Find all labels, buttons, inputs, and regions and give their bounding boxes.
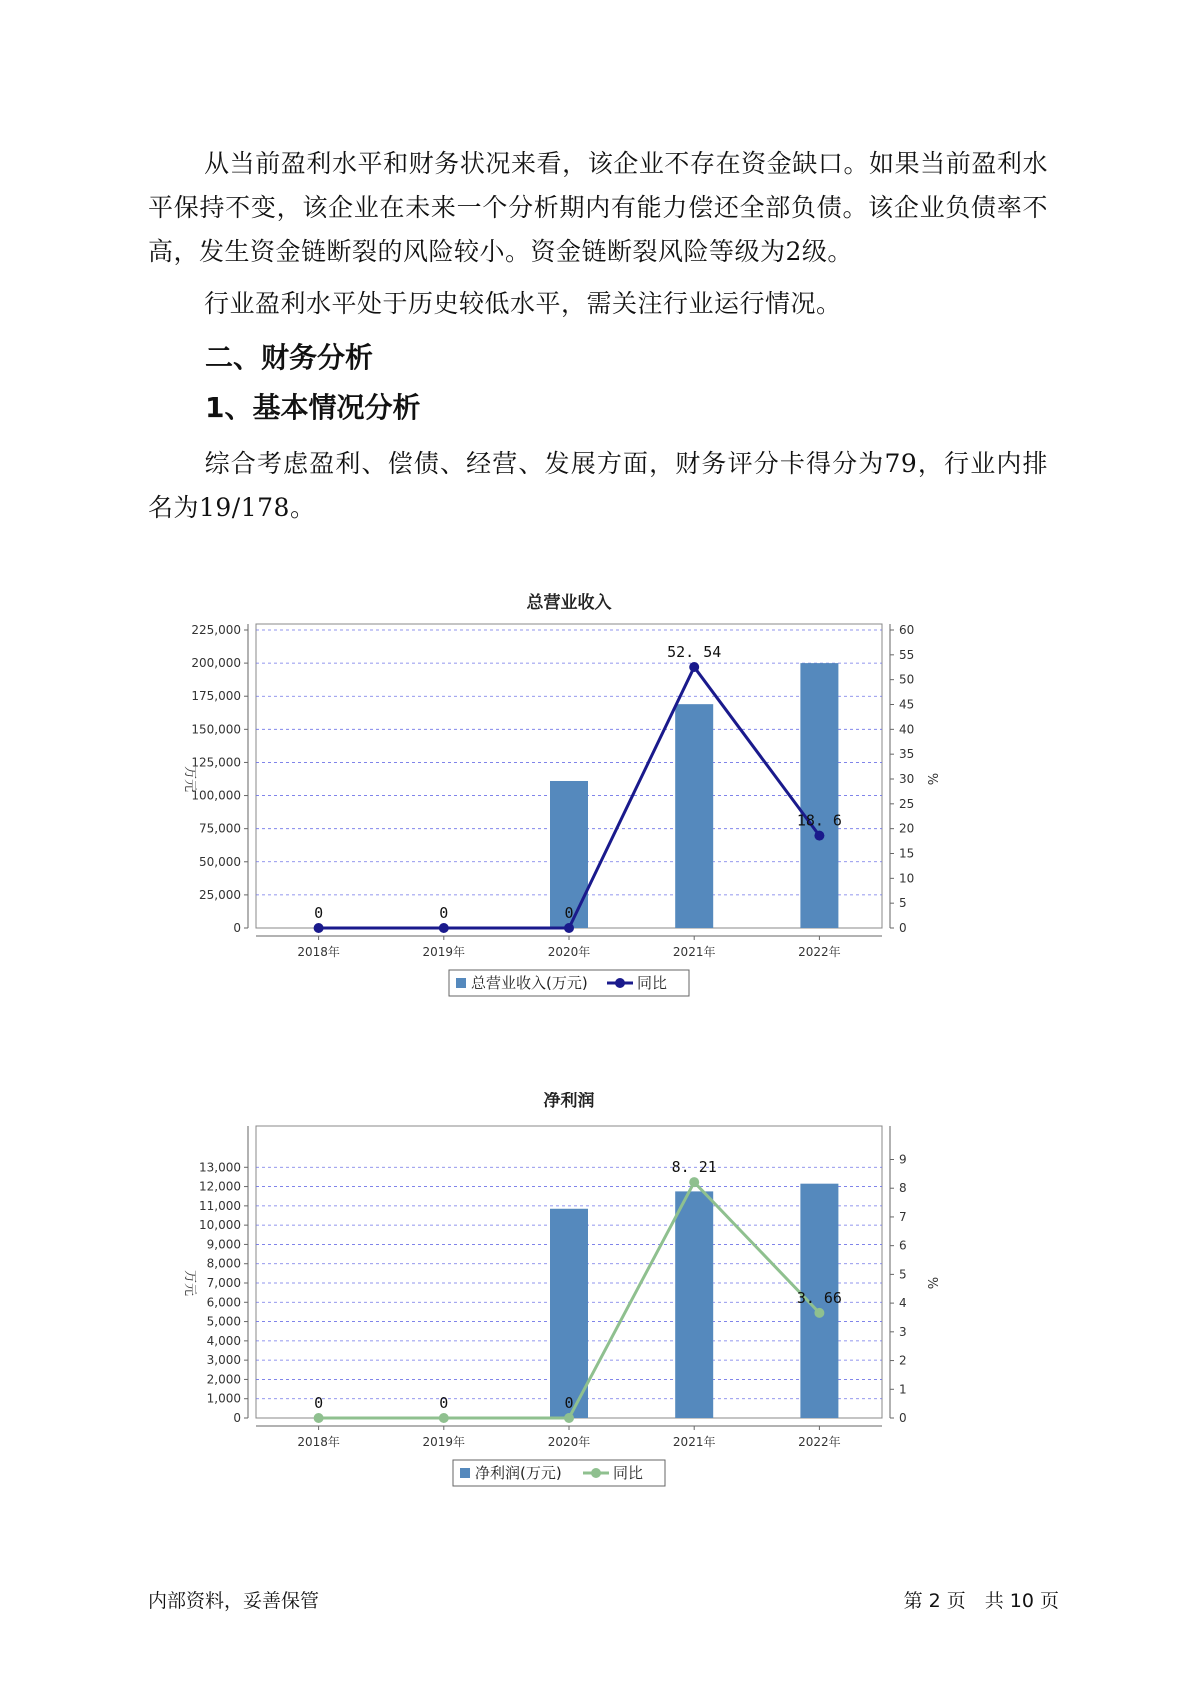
x-tick-label: 2022年 xyxy=(798,945,841,959)
legend-bar-swatch xyxy=(460,1468,470,1478)
y-tick-label: 7,000 xyxy=(206,1276,241,1290)
y2-axis-label: % xyxy=(924,1276,939,1290)
y-tick-label: 3,000 xyxy=(206,1353,241,1368)
y2-tick-label: 60 xyxy=(899,623,915,637)
x-tick-label: 2020年 xyxy=(547,1435,591,1449)
y-tick-label: 8,000 xyxy=(206,1256,241,1271)
y2-tick-label: 8 xyxy=(899,1181,907,1196)
y-tick-label: 200,000 xyxy=(191,656,241,671)
y2-tick-label: 3 xyxy=(899,1324,907,1339)
y2-tick-label: 1 xyxy=(899,1382,907,1397)
y-tick-label: 100,000 xyxy=(191,788,241,803)
y-tick-label: 9,000 xyxy=(206,1237,241,1252)
x-tick-label: 2021年 xyxy=(672,1435,716,1449)
y2-tick-label: 40 xyxy=(899,722,915,737)
legend-line-marker xyxy=(615,978,625,988)
y-tick-label: 175,000 xyxy=(191,689,241,704)
footer-page-number: 第 2 页 共 10 页 xyxy=(903,1590,1059,1612)
x-tick-label: 2019年 xyxy=(422,1435,466,1449)
x-tick-label: 2018年 xyxy=(297,945,340,959)
x-tick-label: 2019年 xyxy=(422,945,466,959)
data-label: 0 xyxy=(439,1394,449,1412)
y-tick-label: 0 xyxy=(233,1411,241,1425)
data-label: 0 xyxy=(439,904,449,922)
legend-bar-swatch xyxy=(456,978,466,988)
data-label: 0 xyxy=(314,904,324,922)
paragraph-text: 从当前盈利水平和财务状况来看，该企业不存在资金缺口。如果当前盈利水平保持不变，该企业在未来一个分析期内有能力偿还全部负债。该企业负债率不高，发生资金链断裂的风险较小。资金链断裂风险等级为2级。 xyxy=(148,149,1048,266)
y-tick-label: 75,000 xyxy=(199,821,241,836)
bar xyxy=(550,1209,588,1418)
y-tick-label: 5,000 xyxy=(206,1314,241,1329)
paragraph-liquidity-summary xyxy=(148,142,1048,274)
legend-line-label: 同比 xyxy=(613,1464,644,1482)
y2-tick-label: 0 xyxy=(899,1411,907,1425)
data-label: 0 xyxy=(564,904,574,922)
yoy-point xyxy=(314,1413,324,1423)
x-tick-label: 2020年 xyxy=(547,945,591,959)
x-tick-label: 2021年 xyxy=(672,945,716,959)
paragraph-industry-note xyxy=(148,282,1048,326)
yoy-point xyxy=(564,1413,574,1423)
paragraph-text: 综合考虑盈利、偿债、经营、发展方面，财务评分卡得分为79，行业内排名为19/178。 xyxy=(148,449,1048,522)
bar xyxy=(675,1191,713,1418)
data-label: 3. 66 xyxy=(796,1288,842,1307)
net-profit-chart xyxy=(170,1092,1030,1552)
y2-axis-label: % xyxy=(924,772,939,786)
y-axis-label: 万元 xyxy=(182,1269,197,1297)
yoy-point xyxy=(689,662,699,672)
y2-tick-label: 30 xyxy=(899,772,915,786)
y-tick-label: 0 xyxy=(233,921,241,935)
section-heading-financial-analysis: 二、财务分析 xyxy=(205,341,374,374)
y-tick-label: 12,000 xyxy=(199,1179,241,1194)
y-tick-label: 50,000 xyxy=(199,854,241,869)
bar xyxy=(800,663,838,928)
y2-tick-label: 7 xyxy=(899,1209,907,1224)
y2-tick-label: 5 xyxy=(899,896,907,911)
x-tick-label: 2018年 xyxy=(297,1435,340,1449)
yoy-point xyxy=(814,831,824,841)
paragraph-score-summary xyxy=(148,442,1048,530)
bar xyxy=(675,704,713,928)
paragraph-text: 行业盈利水平处于历史较低水平，需关注行业运行情况。 xyxy=(204,289,842,318)
yoy-point xyxy=(689,1177,699,1187)
y2-tick-label: 15 xyxy=(899,846,915,861)
footer-confidential: 内部资料，妥善保管 xyxy=(148,1590,320,1612)
yoy-point xyxy=(564,923,574,933)
y-axis-label: 万元 xyxy=(182,765,197,793)
chart-title: 净利润 xyxy=(543,1092,595,1111)
data-label: 18. 6 xyxy=(796,811,842,830)
yoy-point xyxy=(439,1413,449,1423)
yoy-point xyxy=(314,923,324,933)
x-tick-label: 2022年 xyxy=(798,1435,841,1449)
yoy-point xyxy=(814,1308,824,1318)
y-tick-label: 11,000 xyxy=(199,1198,241,1213)
y-tick-label: 4,000 xyxy=(206,1333,241,1348)
y-tick-label: 225,000 xyxy=(191,623,241,637)
y-tick-label: 150,000 xyxy=(191,722,241,737)
y-tick-label: 6,000 xyxy=(206,1295,241,1310)
data-label: 0 xyxy=(314,1394,324,1412)
y2-tick-label: 5 xyxy=(899,1267,907,1282)
legend-bar-label: 净利润(万元) xyxy=(475,1464,562,1482)
chart-title: 总营业收入 xyxy=(526,593,612,613)
data-label: 8. 21 xyxy=(671,1158,717,1177)
y2-tick-label: 20 xyxy=(899,821,915,836)
y-tick-label: 25,000 xyxy=(199,887,241,902)
y-tick-label: 125,000 xyxy=(191,755,241,770)
y-tick-label: 2,000 xyxy=(206,1372,241,1387)
y-tick-label: 10,000 xyxy=(199,1218,241,1233)
revenue-chart xyxy=(170,588,1030,1048)
y2-tick-label: 25 xyxy=(899,796,915,811)
y-tick-label: 13,000 xyxy=(199,1160,241,1175)
y2-tick-label: 2 xyxy=(899,1353,907,1368)
data-label: 52. 54 xyxy=(667,643,722,662)
legend-bar-label: 总营业收入(万元) xyxy=(471,974,588,992)
legend-line-marker xyxy=(591,1468,601,1478)
y2-tick-label: 35 xyxy=(899,747,915,762)
y2-tick-label: 0 xyxy=(899,921,907,935)
yoy-point xyxy=(439,923,449,933)
y2-tick-label: 45 xyxy=(899,697,915,712)
y2-tick-label: 6 xyxy=(899,1238,907,1253)
y2-tick-label: 50 xyxy=(899,672,915,687)
y2-tick-label: 9 xyxy=(899,1152,907,1167)
section-heading-basic-analysis: 1、基本情况分析 xyxy=(205,391,421,424)
y2-tick-label: 10 xyxy=(899,871,915,886)
y2-tick-label: 4 xyxy=(899,1296,907,1311)
y2-tick-label: 55 xyxy=(899,647,915,662)
y-tick-label: 1,000 xyxy=(206,1391,241,1406)
legend-line-label: 同比 xyxy=(637,974,668,992)
data-label: 0 xyxy=(564,1394,574,1412)
